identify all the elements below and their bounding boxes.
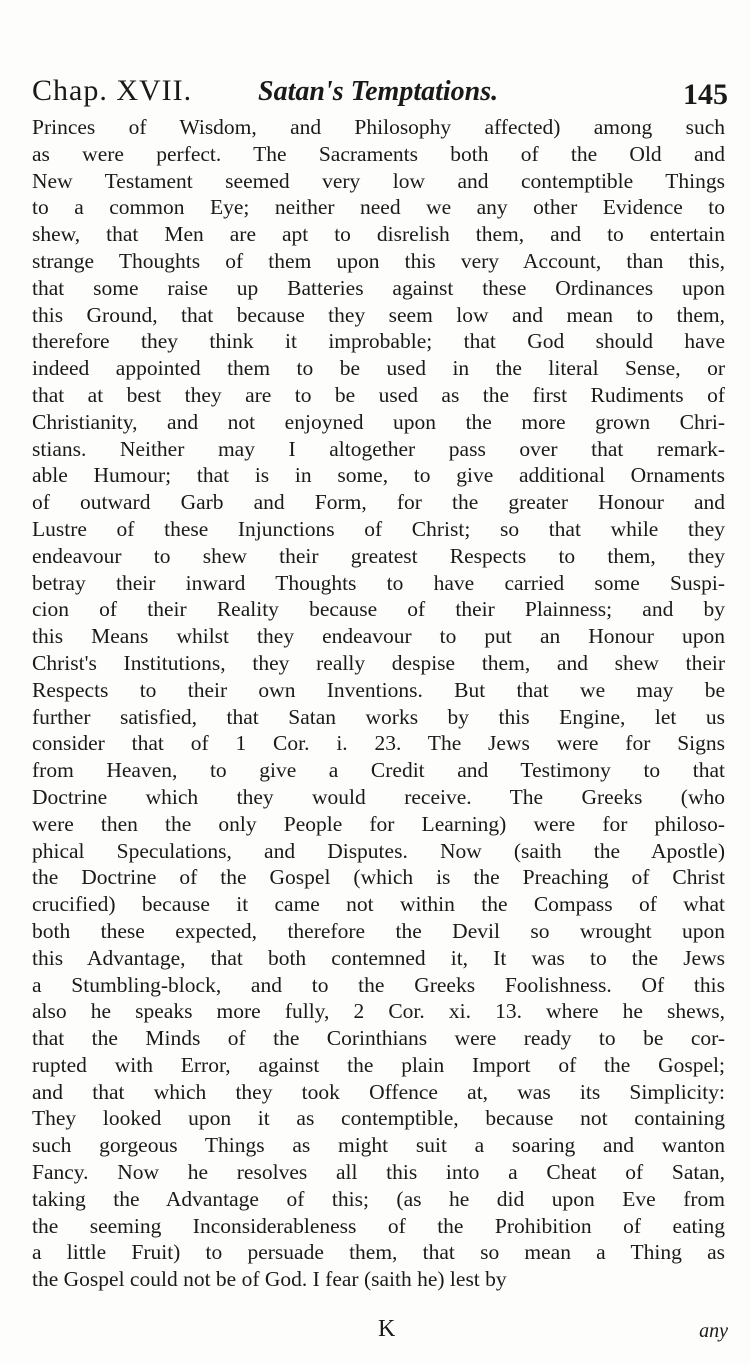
text-line: Fancy. Now he resolves all this into a Cheat of Satan, xyxy=(32,1160,725,1185)
page-footer xyxy=(32,1316,728,1346)
text-line: also he speaks more fully, 2 Cor. xi. 13. where he shews, xyxy=(32,999,725,1024)
body-text xyxy=(32,114,725,1293)
text-line: cion of their Reality because of their Plainness; and by xyxy=(32,597,725,622)
text-line: stians. Neither may I altogether pass over that remark- xyxy=(32,436,725,461)
text-line: that some raise up Batteries against these Ordinances upon xyxy=(32,275,725,300)
text-line: this Means whilst they endeavour to put an Honour upon xyxy=(32,624,725,649)
text-line: that at best they are to be used as the first Rudiments of xyxy=(32,382,725,407)
text-line: indeed appointed them to be used in the literal Sense, or xyxy=(32,356,725,381)
text-line: Respects to their own Inventions. But that we may be xyxy=(32,677,725,702)
text-line: of outward Garb and Form, for the greater Honour and xyxy=(32,490,725,515)
text-line: from Heaven, to give a Credit and Testimony to that xyxy=(32,758,725,783)
text-line: both these expected, therefore the Devil so wrought upon xyxy=(32,918,725,943)
text-line: Doctrine which they would receive. The Greeks (who xyxy=(32,784,725,809)
text-line: strange Thoughts of them upon this very Account, than this, xyxy=(32,248,725,273)
text-line: rupted with Error, against the plain Import of the Gospel; xyxy=(32,1052,725,1077)
chapter-heading: Chap. XVII. xyxy=(32,74,193,107)
text-line: Christianity, and not enjoyned upon the more grown Chri- xyxy=(32,409,725,434)
text-line: Lustre of these Injunctions of Christ; so that while they xyxy=(32,516,725,541)
text-line: taking the Advantage of this; (as he did upon Eve from xyxy=(32,1186,725,1211)
text-line: Christ's Institutions, they really despise them, and shew their xyxy=(32,650,725,675)
text-line: as were perfect. The Sacraments both of the Old and xyxy=(32,141,725,166)
text-line: and that which they took Offence at, was its Simplicity: xyxy=(32,1079,725,1104)
text-line: this Advantage, that both contemned it, It was to the Jews xyxy=(32,945,725,970)
text-line: such gorgeous Things as might suit a soaring and wanton xyxy=(32,1133,725,1158)
running-title: Satan's Temptations. xyxy=(258,76,499,107)
text-line: a little Fruit) to persuade them, that so mean a Thing as xyxy=(32,1240,725,1265)
text-line: Princes of Wisdom, and Philosophy affected) among such xyxy=(32,115,725,139)
text-line: shew, that Men are apt to disrelish them, and to entertain xyxy=(32,222,725,247)
text-line: endeavour to shew their greatest Respects to them, they xyxy=(32,543,725,568)
text-line: the Doctrine of the Gospel (which is the Preaching of Christ xyxy=(32,865,725,890)
text-line: consider that of 1 Cor. i. 23. The Jews were for Signs xyxy=(32,731,725,756)
text-line: the seeming Inconsiderableness of the Prohibition of eating xyxy=(32,1213,725,1238)
text-line: phical Speculations, and Disputes. Now (saith the Apostle) xyxy=(32,838,725,863)
text-line: They looked upon it as contemptible, because not containing xyxy=(32,1106,725,1131)
text-line: able Humour; that is in some, to give additional Ornaments xyxy=(32,463,725,488)
text-line: crucified) because it came not within the Compass of what xyxy=(32,892,725,917)
text-line: betray their inward Thoughts to have carried some Suspi- xyxy=(32,570,725,595)
signature-mark: K xyxy=(378,1316,396,1342)
text-line: the Gospel could not be of God. I fear (saith he) lest by xyxy=(32,1267,507,1292)
page-number: 145 xyxy=(683,78,728,111)
page-header xyxy=(32,74,728,114)
text-line: therefore they think it improbable; that God should have xyxy=(32,329,725,354)
text-line: that the Minds of the Corinthians were ready to be cor- xyxy=(32,1026,725,1051)
text-line: New Testament seemed very low and contemptible Things xyxy=(32,168,725,193)
text-line: a Stumbling-block, and to the Greeks Foolishness. Of this xyxy=(32,972,725,997)
text-line: further satisfied, that Satan works by this Engine, let us xyxy=(32,704,725,729)
text-line: were then the only People for Learning) were for philoso- xyxy=(32,811,725,836)
text-line: this Ground, that because they seem low and mean to them, xyxy=(32,302,725,327)
catchword: any xyxy=(699,1320,728,1342)
text-line: to a common Eye; neither need we any other Evidence to xyxy=(32,195,725,220)
